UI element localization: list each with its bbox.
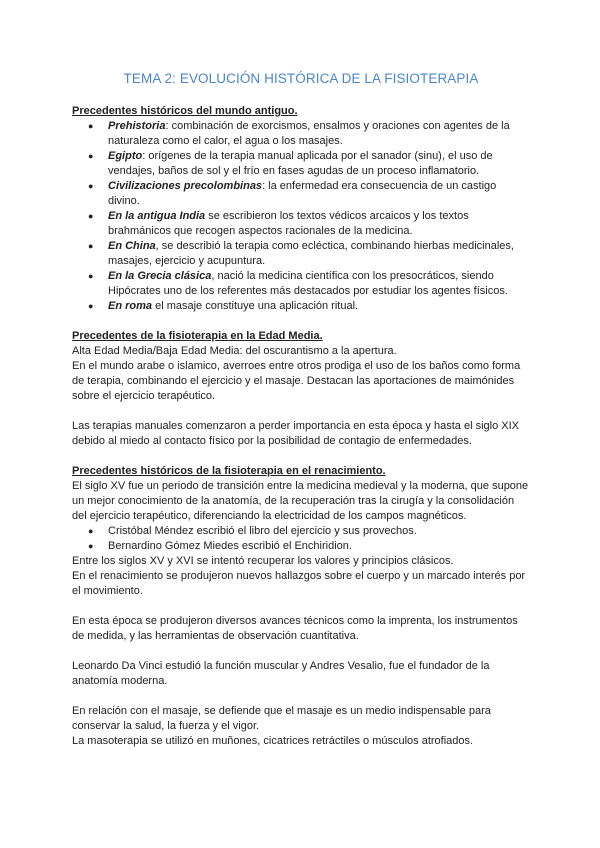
list-item-text: : la enfermedad era consecuencia de un castigo divino. [108,180,497,207]
bullet-list [72,524,530,554]
bullet-list [72,119,530,314]
paragraph: La masoterapia se utilizó en muñones, cicatrices retráctiles o músculos atrofiados. [72,735,474,747]
section-ancient-world [72,104,530,314]
list-item-term: En la Grecia clásica [108,270,212,282]
section-middle-ages [72,329,530,449]
list-item-term: En roma [108,300,153,312]
paragraph: En relación con el masaje, se defiende que el masaje es un medio indispensable para conservar la salud, la fuerza y el vigor. [72,705,491,732]
list-item-term: Egipto [108,150,143,162]
list-item [88,119,530,149]
spacer [72,644,530,659]
list-item [88,239,530,269]
bullet-icon: ● [88,271,94,281]
page-title: TEMA 2: EVOLUCIÓN HISTÓRICA DE LA FISIOTERAPIA [123,71,479,86]
list-item-text: : orígenes de la terapia manual aplicada por el sanador (sinu), el uso de vendajes, baños de sol y el frío en fases agudas de un proceso inflamatorio. [108,150,493,177]
list-item [88,149,530,179]
spacer [72,689,530,704]
list-item [88,299,530,314]
paragraph: En el mundo arabe o islamico, averroes entre otros prodiga el uso de los baños como forma de terapia, combinando el ejercicio y el masaje. Destacan las aportaciones de maimónides sobre el ejercicio terapéutico. [72,360,521,402]
paragraph: Las terapias manuales comenzaron a perder importancia en esta época y hasta el siglo XIX debido al miedo al contacto físico por la posibilidad de contagio de enfermedades. [72,420,519,447]
list-item [88,269,530,299]
bullet-icon: ● [88,541,94,551]
section-heading: Precedentes históricos del mundo antiguo. [72,105,298,117]
list-item-text: se escribieron los textos védicos arcaicos y los textos brahmánicos que recogen aspectos racionales de la medicina. [108,210,469,237]
list-item-text: : combinación de exorcismos, ensalmos y oraciones con agentes de la naturaleza como el calor, el agua o los masajes. [108,120,510,147]
section-renaissance [72,464,530,749]
bullet-icon: ● [88,181,94,191]
bullet-icon: ● [88,211,94,221]
list-item [88,209,530,239]
list-item-term: En China [108,240,156,252]
list-item-text: , se describió la terapia como ecléctica, combinando hierbas medicinales, masajes, ejercicio y acupuntura. [108,240,514,267]
paragraph: En esta época se produjeron diversos avances técnicos como la imprenta, los instrumentos de medida, y las herramientas de observación cuantitativa. [72,615,518,642]
spacer [72,449,530,464]
paragraph: Alta Edad Media/Baja Edad Media: del oscurantismo a la apertura. [72,345,397,357]
section-heading: Precedentes históricos de la fisioterapia en el renacimiento. [72,465,386,477]
spacer [72,599,530,614]
list-item-text: , nació la medicina científica con los presocráticos, siendo Hipócrates uno de los referentes más destacados por estudiar los agentes físicos. [108,270,508,297]
bullet-icon: ● [88,301,94,311]
bullet-icon: ● [88,151,94,161]
list-item [88,524,530,539]
section-heading: Precedentes de la fisioterapia en la Edad Media. [72,330,323,342]
list-item-text: el masaje constituye una aplicación ritual. [152,300,359,312]
paragraph: Entre los siglos XV y XVI se intentó recuperar los valores y principios clásicos. [72,555,454,567]
bullet-icon: ● [88,241,94,251]
bullet-icon: ● [88,121,94,131]
paragraph: Leonardo Da Vinci estudió la función muscular y Andres Vesalio, fue el fundador de la anatomía moderna. [72,660,490,687]
list-item-text: Bernardino Gómez Miedes escribió el Enchiridion. [108,540,352,552]
paragraph: El siglo XV fue un periodo de transición entre la medicina medieval y la moderna, que supone un mejor conocimiento de la anatomía, de la recuperación tras la cirugía y la consolidación del ejercicio terapéutico, diferenciando la electricidad de los campos magnéticos. [72,480,529,522]
list-item [88,539,530,554]
paragraph: En el renacimiento se produjeron nuevos hallazgos sobre el cuerpo y un marcado interés por el movimiento. [72,570,526,597]
list-item-term: Civilizaciones precolombinas [108,180,263,192]
list-item-term: En la antigua India [108,210,206,222]
spacer [72,404,530,419]
bullet-icon: ● [88,526,94,536]
list-item-term: Prehistoria [108,120,166,132]
list-item-text: Cristóbal Méndez escribió el libro del ejercicio y sus provechos. [108,525,417,537]
list-item [88,179,530,209]
spacer [72,314,530,329]
